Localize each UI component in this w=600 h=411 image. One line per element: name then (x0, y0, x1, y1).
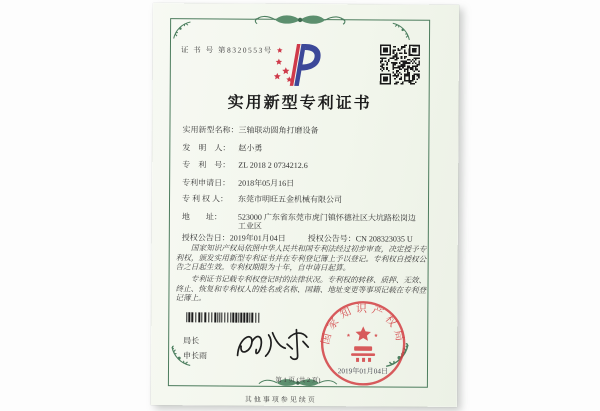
footer-note: 其他事项参见续页 (244, 395, 317, 405)
seal-date: 2019年01月04日 (337, 367, 389, 376)
legal-paragraph: 专利证书记载专利权登记时的法律状况。专利权的转移、质押、无效、终止、恢复和专利权人的姓名或名称、国籍、地址变更等事项记载在专利登记簿上。 (175, 274, 427, 303)
field-value: 东莞市明旺五金机械有限公司 (238, 194, 343, 205)
handwritten-signature-icon (229, 322, 315, 371)
field-filing-date (182, 178, 422, 189)
field-label: 实用新型名称： (182, 125, 239, 135)
commissioner-name: 申长雨 (183, 351, 208, 361)
certificate-title: 实用新型专利证书 (227, 94, 372, 113)
field-label: 专利申请日： (182, 178, 231, 188)
legal-paragraph: 国家知识产权局依照中华人民共和国专利法经过初步审查，决定授予专利权，颁发实用新型专利证书并在专利登记簿上予以登记。专利权自授权公告之日起生效。专利权期限为十年，自申请日起算。 (175, 243, 427, 273)
border-ornament-top (245, 13, 355, 28)
grant-date: 授权公告日：2019年01月04日 (181, 233, 286, 243)
qr-code-icon (380, 44, 420, 84)
certificate-paper (151, 3, 459, 407)
field-value: 三轴联动圆角打磨设备 (238, 125, 319, 136)
field-patent-number (182, 160, 422, 171)
commissioner-label: 局长 (183, 336, 200, 346)
corner-ornament-top-left-icon (172, 20, 192, 40)
field-value: 赵小勇 (238, 143, 263, 153)
field-label: 地 址： (181, 212, 222, 222)
field-label: 专 利 权 人： (182, 194, 229, 204)
corner-ornament-top-right-icon (391, 22, 411, 42)
field-label: 发 明 人： (182, 143, 231, 153)
patent-office-logo-icon (270, 42, 324, 88)
grant-number: 授权公告号：CN 208323035 U (307, 234, 413, 244)
field-patentee (182, 194, 422, 205)
svg-text:国家知识产权局 (319, 302, 408, 346)
field-value: ZL 2018 2 0734212.6 (238, 160, 308, 171)
seal-text: 国家知识产权局 (319, 303, 407, 347)
field-label: 专 利 号： (182, 160, 231, 170)
field-invention-name (182, 125, 422, 136)
field-value: 2018年05月16日 (238, 178, 295, 188)
page-info: 第 1 页 (共 2 页) (275, 376, 321, 385)
legal-text (175, 243, 429, 306)
field-inventor (182, 143, 422, 154)
field-address (182, 212, 422, 232)
field-value: 523000 广东省东莞市虎门镇怀德社区大坑路松岗边工业区 (237, 212, 416, 231)
certificate-number: 证 书 号 第8320553号 (180, 45, 273, 55)
